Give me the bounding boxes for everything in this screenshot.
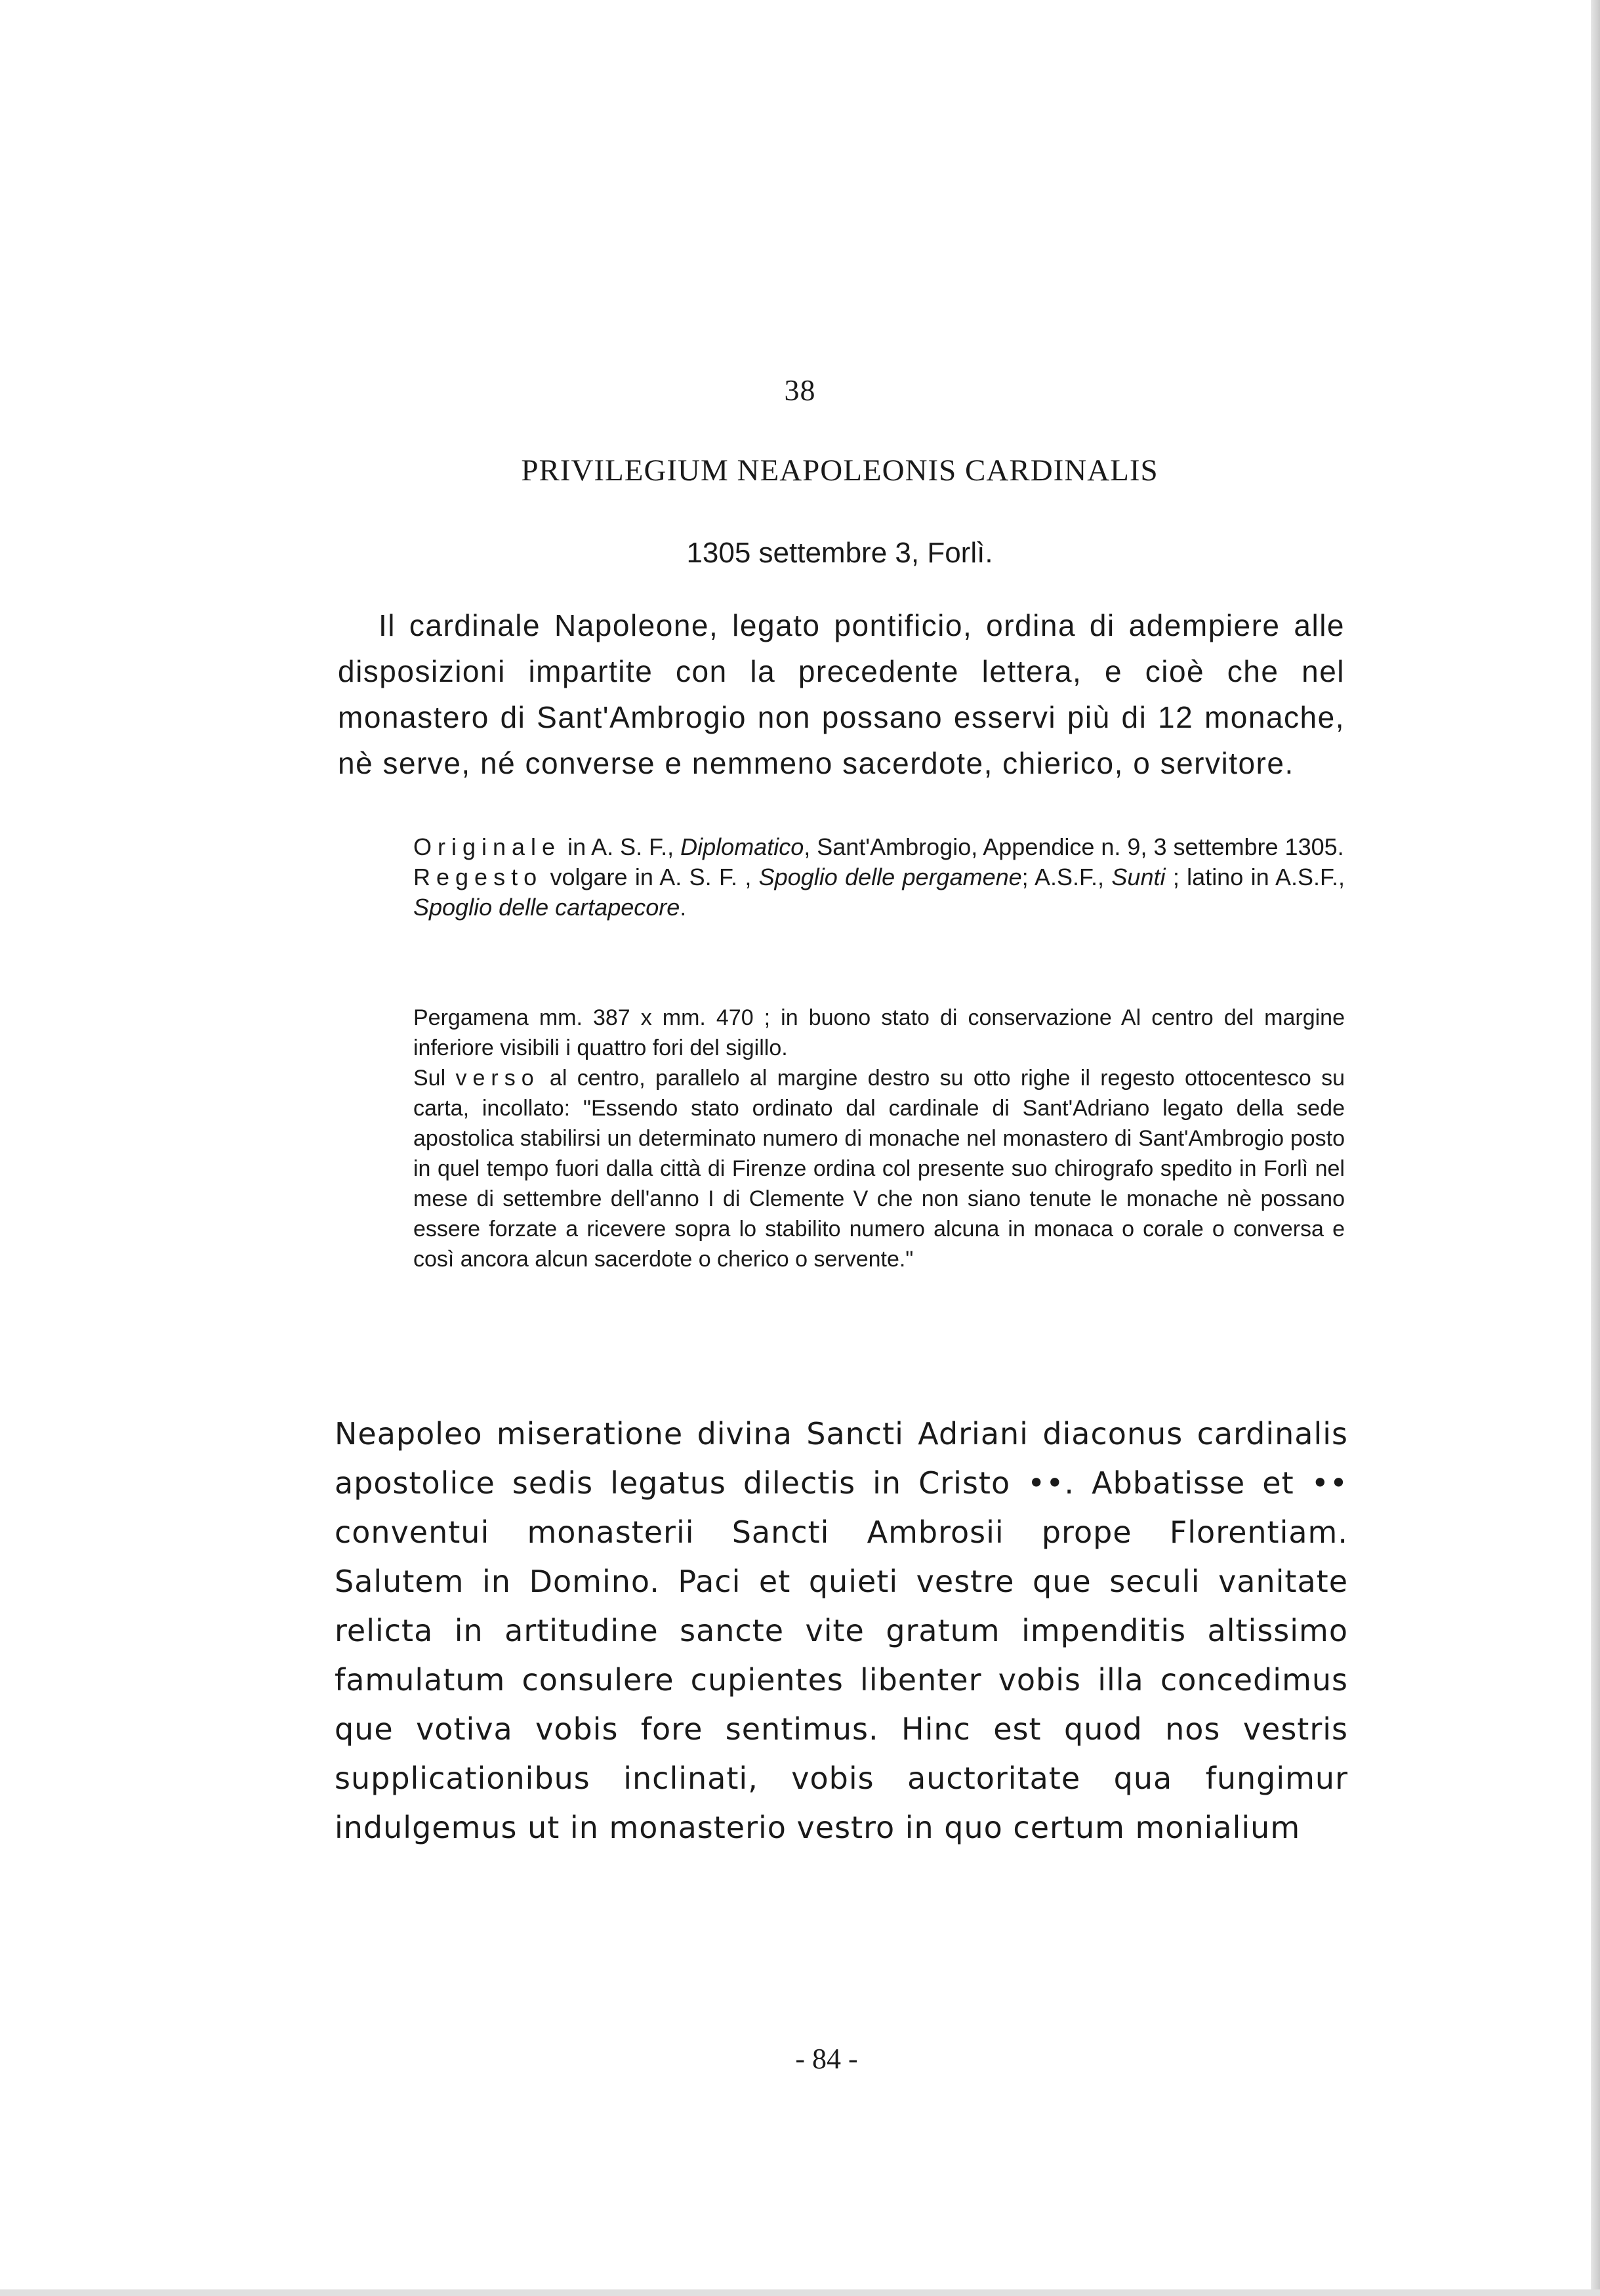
description-physical: Pergamena mm. 387 x mm. 470 ; in buono stato di conservazione Al centro del margine inferiore visibili i quattro fori del sigillo. [413,1005,1345,1060]
document-number: 38 [784,373,816,407]
source-original-prefix: in A. S. F., [561,833,681,860]
description-verso [413,1063,1345,1274]
source-regesto-work-1: Spoglio delle pergamene [758,864,1022,890]
source-regesto-mid-1: ; A.S.F., [1021,864,1112,890]
verso-label: verso [455,1066,540,1091]
source-regesto [413,862,1345,923]
source-regesto-work-2: Sunti [1111,864,1166,890]
source-original-rest: , Sant'Ambrogio, Appendice n. 9, 3 settembre 1305. [804,833,1344,860]
source-original-label: Originale [413,833,562,860]
source-original-collection: Diplomatico [680,833,804,860]
document-title: PRIVILEGIUM NEAPOLEONIS CARDINALIS [521,453,1159,488]
source-regesto-end: . [680,894,687,921]
source-regesto-work-3: Spoglio delle cartapecore [413,894,680,921]
sources-block [413,832,1345,923]
source-regesto-mid-2: ; latino in A.S.F., [1165,864,1345,890]
verso-text: al centro, parallelo al margine destro su otto righe il regesto ottocentesco su carta, incollato: "Essendo stato ordinato dal cardinale di Sant'Adriano legato della sede apostolica stabilirsi un determinato numero di monache nel monastero di Sant'Ambrogio posto in quel tempo fuori dalla città di Firenze ordina col presente suo chirografo spedito in Forlì nel mese di settembre dell'anno I di Clemente V che non siano tenute le monache nè possano essere forzate a ricevere sopra lo stabilito numero alcuna in monaca o corale o conversa e così ancora alcun sacerdote o cherico o servente." [413,1066,1345,1272]
source-original [413,832,1345,862]
scan-edge-bottom [0,2289,1600,2296]
verso-intro: Sul [413,1066,456,1091]
source-regesto-prefix: volgare in A. S. F. , [543,864,759,890]
description-block [413,1003,1345,1274]
document-summary: Il cardinale Napoleone, legato pontificio, ordina di adempiere alle disposizioni impartite con la precedente lettera, e cioè che nel monastero di Sant'Ambrogio non possano esservi più di 12 monache, nè serve, né converse e nemmeno sacerdote, chierico, o servitore. [338,608,1345,780]
latin-text: Neapoleo miseratione divina Sancti Adriani diaconus cardinalis apostolice sedis legatus dilectis in Cristo ••. Abbatisse et •• conventui monasterii Sancti Ambrosii prope Florentiam. Salutem in Domino. Paci et quieti vestre que seculi vanitate relicta in artitudine sancte vite gratum impenditis altissimo famulatum consulere cupientes libenter vobis illa concedimus que votiva vobis fore sentimus. Hinc est quod nos vestris supplicationibus inclinati, vobis auctoritate qua fungimur indulgemus ut in monasterio vestro in quo certum monialium [335,1416,1348,1845]
scan-edge-right [1591,0,1600,2296]
document-date: 1305 settembre 3, Forlì. [686,537,993,569]
page-number: - 84 - [795,2043,858,2075]
source-regesto-label: Regesto [413,864,543,890]
